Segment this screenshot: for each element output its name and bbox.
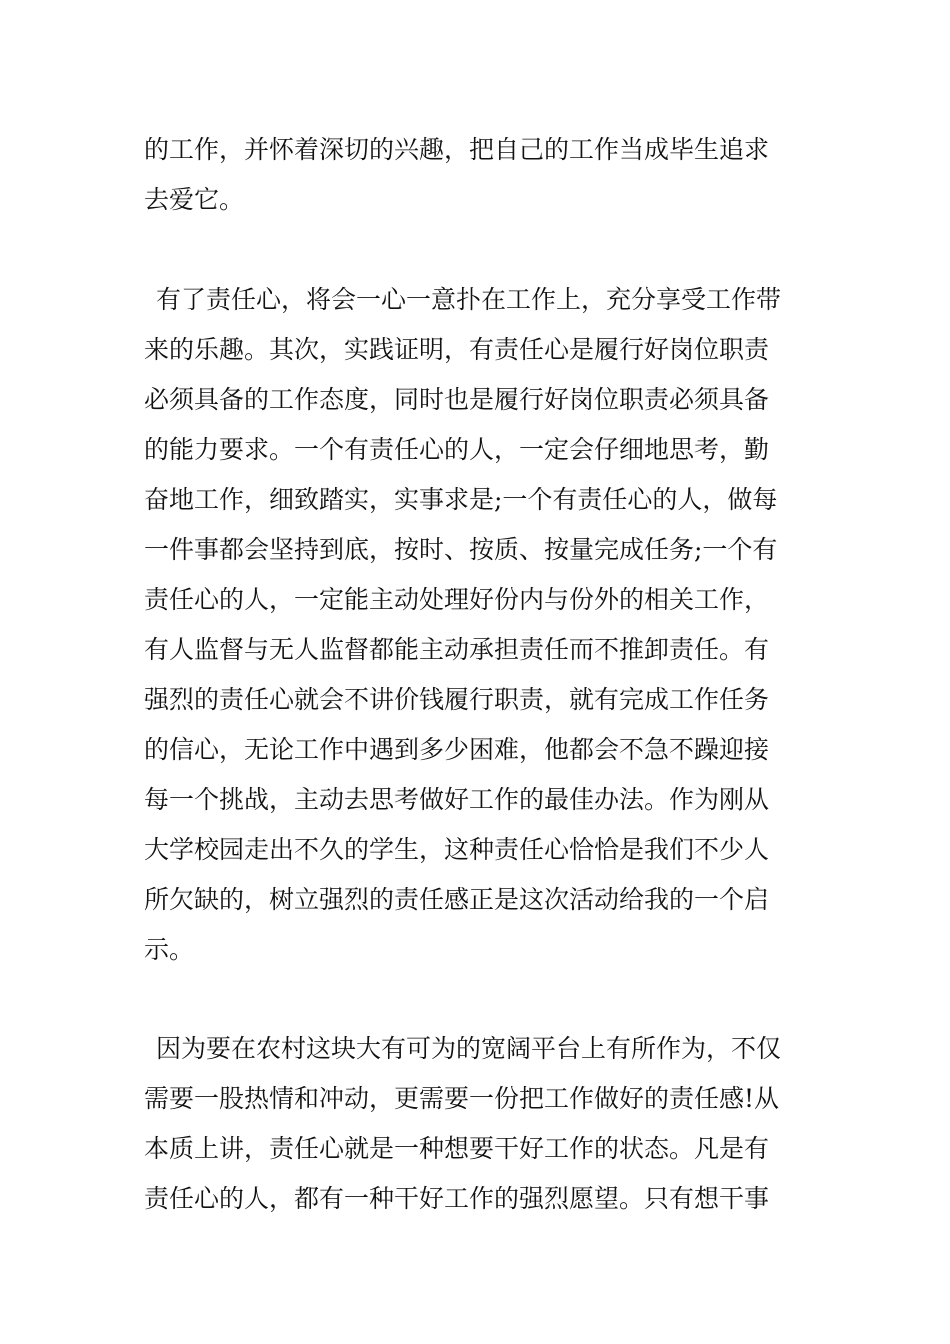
paragraph-1 (144, 125, 808, 225)
paragraph-line: 本质上讲，责任心就是一种想要干好工作的状态。凡是有 (144, 1134, 770, 1163)
paragraph-line: 强烈的责任心就会不讲价钱履行职责，就有完成工作任务 (144, 685, 770, 714)
paragraph-line: 的能力要求。一个有责任心的人，一定会仔细地思考，勤 (144, 435, 770, 464)
paragraph-line: 一件事都会坚持到底，按时、按质、按量完成任务;一个有 (144, 535, 778, 564)
paragraph-line: 责任心的人，一定能主动处理好份内与份外的相关工作， (144, 585, 770, 614)
paragraph-line: 示。 (144, 935, 195, 964)
paragraph-line: 因为要在农村这块大有可为的宽阔平台上有所作为，不仅 (156, 1034, 782, 1063)
paragraph-line: 去爱它。 (144, 185, 245, 214)
paragraph-line: 有人监督与无人监督都能主动承担责任而不推卸责任。有 (144, 635, 770, 664)
paragraph-line: 所欠缺的，树立强烈的责任感正是这次活动给我的一个启 (144, 885, 770, 914)
paragraph-2 (144, 275, 808, 975)
paragraph-line: 责任心的人，都有一种干好工作的强烈愿望。只有想干事 (144, 1184, 770, 1213)
paragraph-line: 必须具备的工作态度，同时也是履行好岗位职责必须具备 (144, 385, 770, 414)
paragraph-line: 有了责任心，将会一心一意扑在工作上，充分享受工作带 (156, 285, 782, 314)
paragraph-line: 来的乐趣。其次，实践证明，有责任心是履行好岗位职责 (144, 335, 770, 364)
paragraph-line: 大学校园走出不久的学生，这种责任心恰恰是我们不少人 (144, 835, 770, 864)
paragraph-3 (144, 1024, 808, 1224)
paragraph-line: 的工作，并怀着深切的兴趣，把自己的工作当成毕生追求 (144, 135, 770, 164)
paragraph-line: 需要一股热情和冲动，更需要一份把工作做好的责任感!从 (144, 1084, 780, 1113)
paragraph-line: 每一个挑战，主动去思考做好工作的最佳办法。作为刚从 (144, 785, 770, 814)
paragraph-line: 的信心，无论工作中遇到多少困难，他都会不急不躁迎接 (144, 735, 770, 764)
paragraph-line: 奋地工作，细致踏实，实事求是;一个有责任心的人，做每 (144, 485, 778, 514)
